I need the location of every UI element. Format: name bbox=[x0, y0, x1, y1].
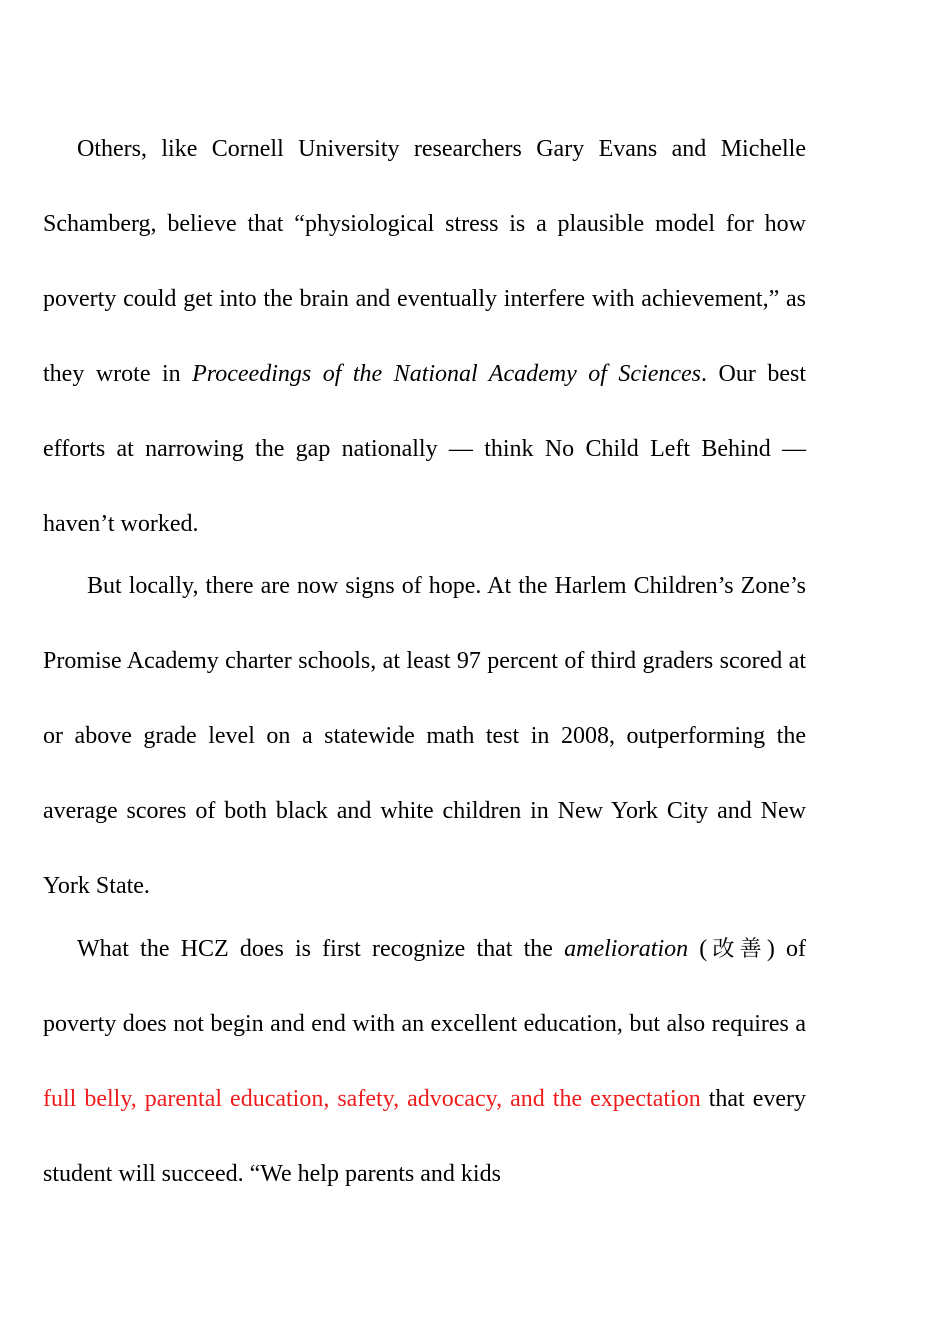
open-paren: ( bbox=[688, 936, 708, 962]
p3-text-end: that every student will succeed. “We help parents and kids bbox=[43, 1086, 807, 1187]
paragraph-1 bbox=[43, 112, 806, 562]
journal-title: Proceedings of the National Academy of Sciences bbox=[192, 361, 702, 387]
p3-text-middle: ) of poverty does not begin and end with an excellent education, but also requires a bbox=[43, 936, 806, 1037]
paragraph-2: But locally, there are now signs of hope. At the Harlem Children’s Zone’s Promise Academy charter schools, at least 97 percent of third graders scored at or above grade level on a statewide math test in 2008, outperforming the average scores of both black and white children in New York City and New York State. bbox=[43, 573, 806, 899]
p1-text-start: Others, like Cornell University researchers Gary Evans and Michelle Schamberg, believe that “physiological stress is a plausible model for how poverty could get into the brain and eventually interfere with achievement,” as they wrote in bbox=[43, 136, 806, 387]
p3-text-start: What the HCZ does is first recognize that the bbox=[77, 936, 565, 962]
highlighted-phrase: full belly, parental education, safety, advocacy, and the expectation bbox=[43, 1086, 701, 1112]
chinese-gloss: 改善 bbox=[707, 937, 767, 962]
p1-text-end: . Our best efforts at narrowing the gap nationally — think No Child Left Behind — haven’t worked. bbox=[43, 361, 806, 537]
paragraph-3 bbox=[43, 912, 806, 1212]
vocab-term: amelioration bbox=[564, 936, 689, 962]
